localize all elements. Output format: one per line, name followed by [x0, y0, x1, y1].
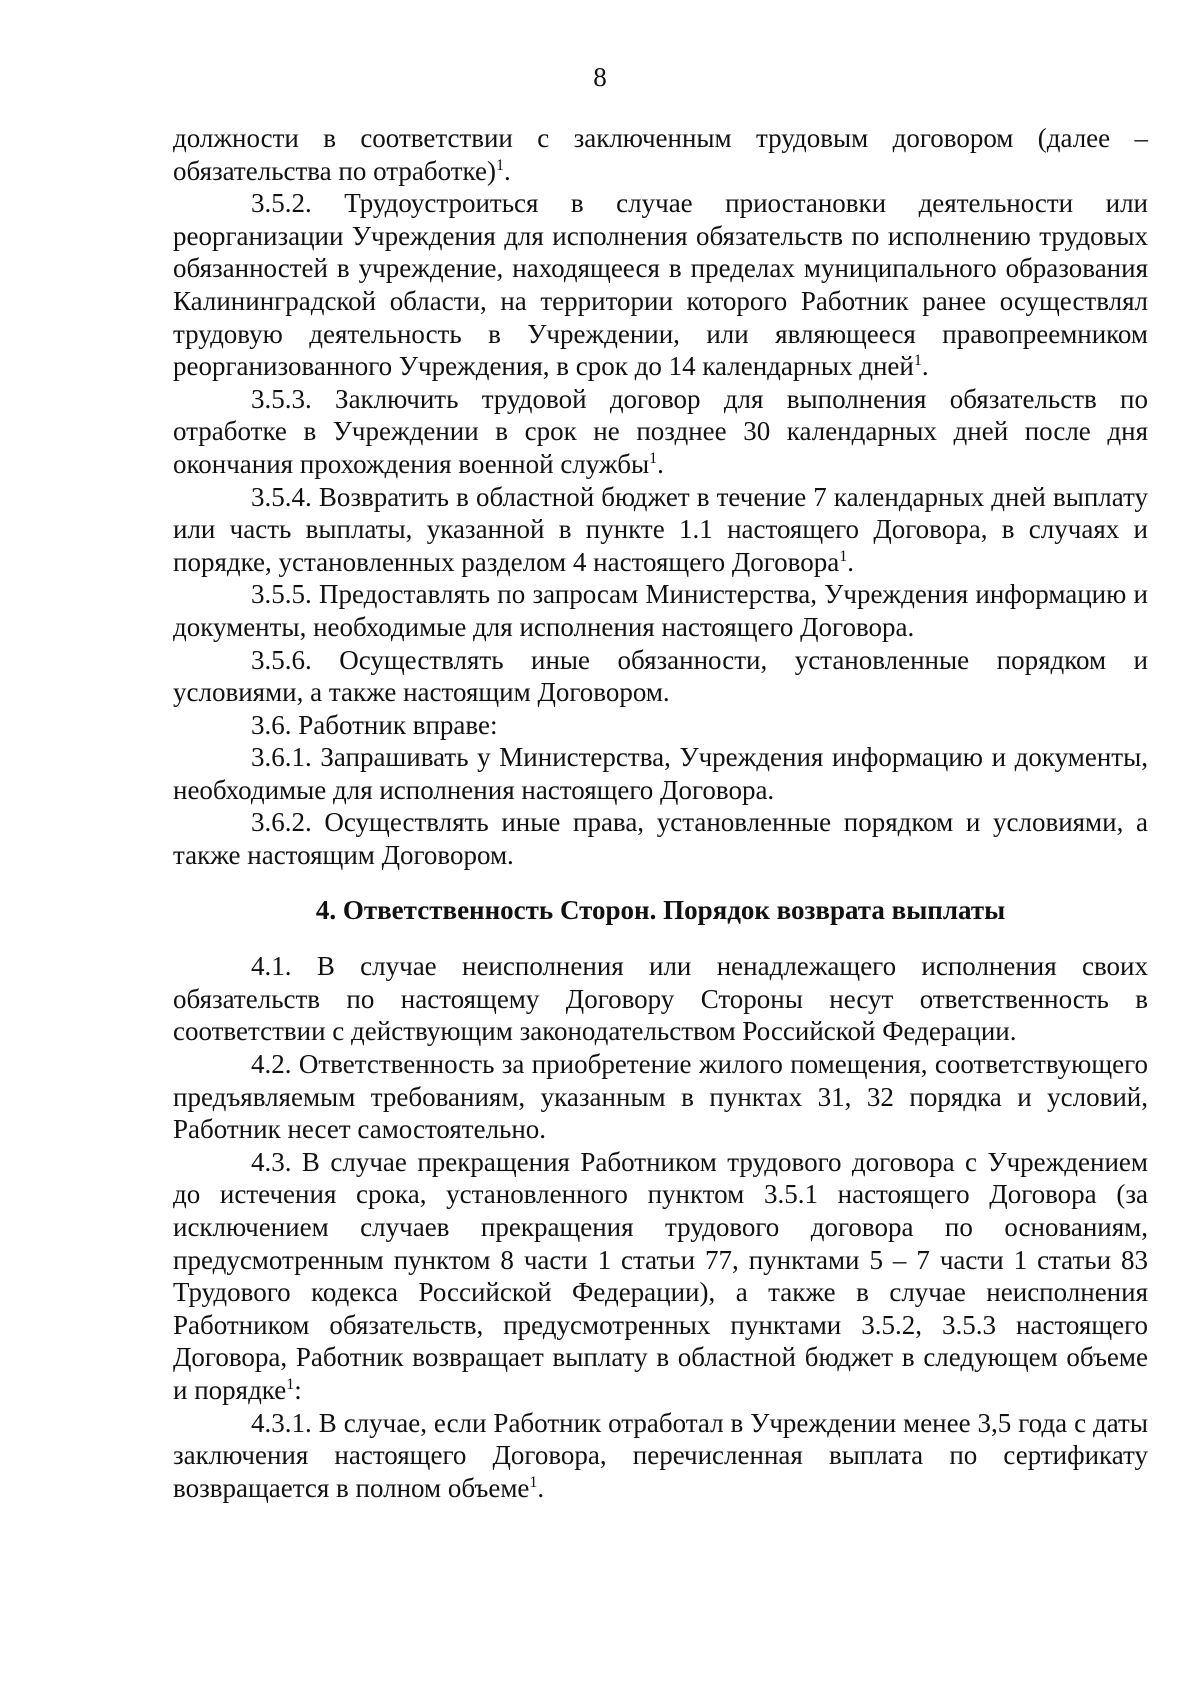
paragraph-text: 4.1. В случае неисполнения или ненадлежащего исполнения своих обязательств по настоящему Договору Стороны несут ответственность в соответствии с действующим законодательством Российской Федерации. — [173, 951, 1148, 1047]
paragraph — [173, 1048, 1148, 1146]
footnote-marker: 1 — [913, 352, 922, 370]
footnote-marker: 1 — [286, 1375, 295, 1393]
paragraph-text: 4.3.1. В случае, если Работник отработал в Учреждении менее 3,5 года с даты заключения настоящего Договора, перечисленная выплата по сертификату возвращается в полном объеме — [173, 1407, 1148, 1503]
paragraph-tail: . — [503, 155, 511, 186]
section-heading: 4. Ответственность Сторон. Порядок возврата выплаты — [315, 894, 1006, 925]
paragraph — [173, 806, 1148, 871]
paragraph-text: 3.5.4. Возвратить в областной бюджет в течение 7 календарных дней выплату или часть выплаты, указанной в пункте 1.1 настоящего Договора, в случаях и порядке, установленных разделом 4 настоящего Договора — [173, 481, 1148, 577]
paragraph — [173, 741, 1148, 806]
paragraph — [173, 644, 1148, 709]
paragraph-text: 3.6. Работник вправе: — [251, 709, 498, 740]
paragraph — [173, 950, 1148, 1048]
clauses-3-5-3-6 — [173, 122, 1148, 872]
page-number: 8 — [593, 62, 607, 92]
paragraph — [173, 578, 1148, 643]
footnote-marker: 1 — [495, 156, 504, 174]
paragraph-text: 4.2. Ответственность за приобретение жилого помещения, соответствующего предъявляемым требованиям, указанным в пунктах 31, 32 порядка и условий, Работник несет самостоятельно. — [173, 1049, 1148, 1145]
paragraph-text: 3.6.2. Осуществлять иные права, установленные порядком и условиями, а также настоящим Договором. — [173, 807, 1148, 871]
paragraph-tail: . — [657, 448, 664, 479]
paragraph-text: должности в соответствии с заключенным трудовым договором (далее – обязательства по отработке) — [173, 123, 1148, 186]
paragraph-tail: . — [921, 351, 929, 382]
paragraph-tail: . — [847, 546, 854, 577]
paragraph-text: 3.5.2. Трудоустроиться в случае приостановки деятельности или реорганизации Учреждения для исполнения обязательств по исполнению трудовых обязанностей в учреждение, находящееся в пределах муниципального образования Калининградской области, на территории которого Работник ранее осуществлял трудовую деятельность в Учреждении, или являющееся правопреемником реорганизованного Учреждения, в срок до 14 календарных дней — [173, 188, 1148, 382]
footnote-marker: 1 — [839, 547, 848, 565]
paragraph — [173, 122, 1148, 187]
paragraph-text: 3.5.3. Заключить трудовой договор для выполнения обязательств по отработке в Учреждении в срок не позднее 30 календарных дней после дня окончания прохождения военной службы — [173, 383, 1148, 479]
paragraph-tail: . — [537, 1472, 545, 1503]
paragraph-text: 3.5.6. Осуществлять иные обязанности, установленные порядком и условиями, а также настоящим Договором. — [173, 644, 1148, 708]
paragraph-text: 3.5.5. Предоставлять по запросам Министерства, Учреждения информацию и документы, необходимые для исполнения настоящего Договора. — [173, 579, 1148, 642]
paragraph — [173, 383, 1148, 481]
paragraph — [173, 481, 1148, 579]
paragraph — [173, 709, 1148, 742]
footnote-marker: 1 — [649, 449, 658, 467]
document-body — [173, 122, 1148, 1504]
clauses-4 — [173, 950, 1148, 1504]
paragraph — [173, 1407, 1148, 1505]
paragraph-tail: : — [294, 1374, 302, 1405]
footnote-marker: 1 — [529, 1473, 538, 1491]
paragraph-text: 3.6.1. Запрашивать у Министерства, Учреждения информацию и документы, необходимые для исполнения настоящего Договора. — [173, 742, 1148, 805]
paragraph — [173, 187, 1148, 383]
paragraph — [173, 1146, 1148, 1407]
paragraph-text: 4.3. В случае прекращения Работником трудового договора с Учреждением до истечения срока, установленного пунктом 3.5.1 настоящего Договора (за исключением случаев прекращения трудового договора по основаниям, предусмотренным пунктом 8 части 1 статьи 77, пунктами 5 – 7 части 1 статьи 83 Трудового кодекса Российской Федерации), а также в случае неисполнения Работником обязательств, предусмотренных пунктами 3.5.2, 3.5.3 настоящего Договора, Работник возвращает выплату в областной бюджет в следующем объеме и порядке — [173, 1146, 1148, 1405]
